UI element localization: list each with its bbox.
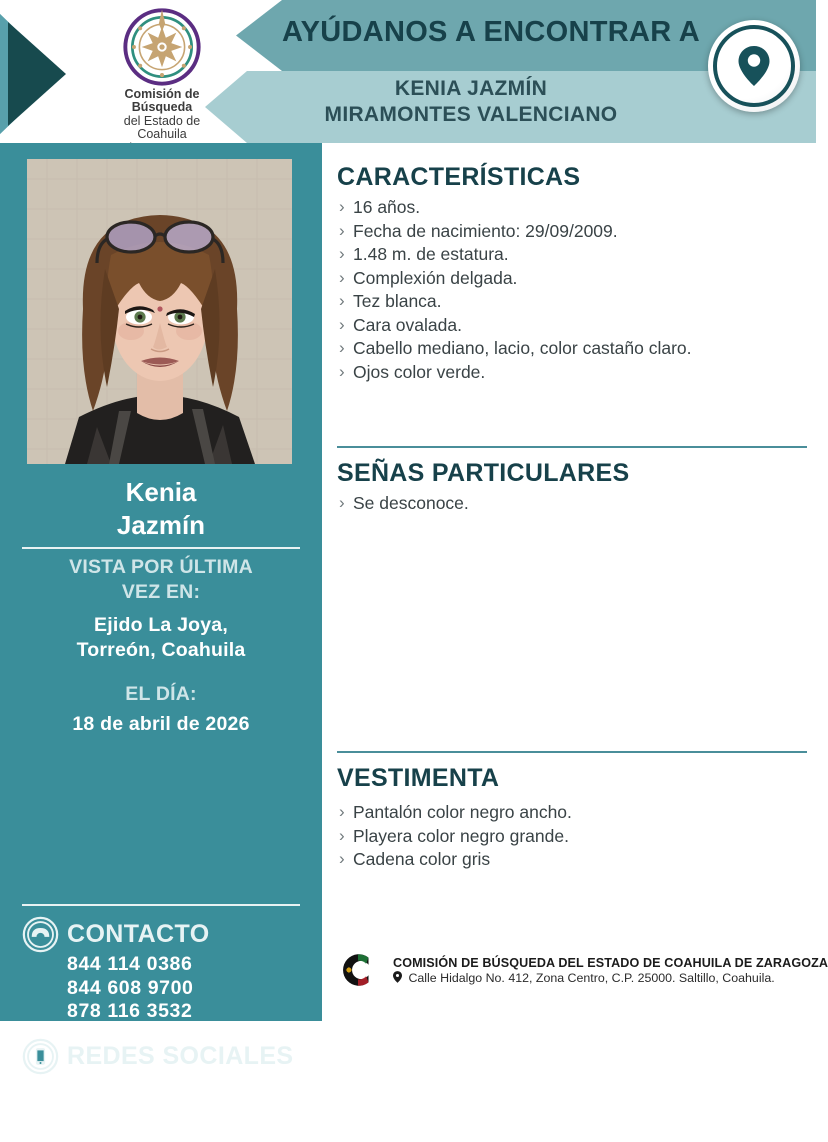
- comision-emblem-icon: [123, 8, 201, 86]
- social-item-x[interactable]: [60, 1120, 312, 1142]
- last-seen-place-line1: Ejido La Joya,: [94, 614, 228, 636]
- facebook-icon: f: [65, 1078, 71, 1095]
- caracteristicas-item: › Ojos color verde.: [337, 361, 807, 385]
- senas-item: › Se desconoce.: [337, 492, 807, 516]
- social-header: [22, 1038, 312, 1075]
- caracteristicas-list: [337, 196, 807, 384]
- person-name-line2: MIRAMONTES VALENCIANO: [324, 103, 618, 126]
- call-to-action-text: AYÚDANOS A ENCONTRAR A: [282, 16, 700, 48]
- contact-block: [22, 916, 312, 1047]
- phone-item[interactable]: 844 114 0386: [67, 953, 193, 975]
- caracteristicas-item: › Cabello mediano, lacio, color castaño claro.: [337, 337, 807, 361]
- contact-header: [22, 916, 312, 953]
- map-pin-icon: [393, 971, 402, 983]
- footer-address-row: [393, 971, 828, 985]
- caracteristicas-title: CARACTERÍSTICAS: [337, 163, 581, 191]
- last-seen-place-line2: Torreón, Coahuila: [76, 639, 246, 661]
- date-value: 18 de abril de 2026: [72, 713, 250, 735]
- poster-footer: [337, 949, 828, 991]
- phone-icon: [22, 916, 59, 953]
- social-title: REDES SOCIALES: [67, 1042, 294, 1070]
- person-name-short-line2: Jazmín: [116, 510, 206, 540]
- vestimenta-item: › Cadena color gris: [337, 848, 807, 872]
- senas-divider: [337, 446, 807, 448]
- person-name-line1: KENIA JAZMÍN: [394, 77, 548, 100]
- section-vestimenta: [337, 751, 807, 872]
- footer-address: Calle Hidalgo No. 412, Zona Centro, C.P. 25000. Saltillo, Coahuila.: [408, 970, 775, 985]
- last-seen-label-line2: VEZ EN:: [121, 581, 201, 603]
- last-seen-date-block: [14, 682, 308, 737]
- caracteristicas-item: › 1.48 m. de estatura.: [337, 243, 807, 267]
- vestimenta-list: [337, 801, 807, 872]
- social-item-instagram[interactable]: [60, 1098, 312, 1120]
- social-item-facebook[interactable]: [60, 1076, 312, 1098]
- date-label: EL DÍA:: [125, 683, 197, 705]
- contact-title: CONTACTO: [67, 920, 210, 948]
- instagram-handle: Comisiondebusqueda: [83, 1100, 233, 1117]
- x-twitter-icon: [60, 1120, 76, 1142]
- social-block: [22, 1038, 312, 1142]
- organization-name-line2: del Estado de Coahuila: [123, 113, 201, 142]
- mobile-phone-icon: [22, 1038, 59, 1075]
- organization-logo-block: [98, 8, 226, 155]
- comision-c-logo-icon: [337, 949, 379, 991]
- x-handle: @cbecoahuila: [83, 1122, 192, 1139]
- section-caracteristicas: [337, 163, 807, 384]
- last-seen-block: [14, 555, 308, 663]
- phone-list: [67, 953, 312, 1047]
- caracteristicas-item: › Tez blanca.: [337, 290, 807, 314]
- missing-person-photo: [27, 159, 292, 464]
- sidebar-divider-bottom: [22, 904, 300, 906]
- pin-ring: [713, 25, 795, 107]
- social-list: [60, 1076, 312, 1142]
- footer-organization: COMISIÓN DE BÚSQUEDA DEL ESTADO DE COAHUILA DE ZARAGOZA: [393, 955, 828, 970]
- caracteristicas-item: › Fecha de nacimiento: 29/09/2009.: [337, 220, 807, 244]
- organization-name-line1: Comisión de Búsqueda: [124, 87, 200, 115]
- footer-text: [393, 956, 828, 985]
- vestimenta-divider: [337, 751, 807, 753]
- vestimenta-item: › Playera color negro grande.: [337, 825, 807, 849]
- caracteristicas-item: › Complexión delgada.: [337, 267, 807, 291]
- instagram-icon: [60, 1098, 76, 1120]
- sidebar-divider-top: [22, 547, 300, 549]
- portrait-illustration: [27, 159, 292, 464]
- phone-item[interactable]: 871 235 7199: [67, 1023, 194, 1046]
- vestimenta-item: › Pantalón color negro ancho.: [337, 801, 807, 825]
- vestimenta-title: VESTIMENTA: [337, 764, 500, 792]
- person-name-heading: [236, 76, 706, 128]
- senas-title: SEÑAS PARTICULARES: [337, 459, 630, 487]
- senas-list: [337, 492, 807, 516]
- phone-item[interactable]: 878 116 3532: [67, 1000, 193, 1022]
- poster-sidebar: [0, 143, 322, 1139]
- poster-header: [0, 0, 816, 143]
- person-name-short-line1: Kenia: [125, 477, 197, 507]
- poster-main: [322, 143, 828, 1021]
- location-pin-badge: [708, 20, 800, 112]
- decorative-chevron-dark: [8, 22, 66, 126]
- section-senas-particulares: [337, 446, 807, 516]
- person-first-names: [10, 476, 312, 542]
- facebook-handle: COMISIONBECOAHUILA: [83, 1078, 281, 1096]
- last-seen-label-line1: VISTA POR ÚLTIMA: [69, 556, 253, 578]
- location-pin-icon: [736, 44, 772, 88]
- phone-item[interactable]: 844 608 9700: [67, 976, 194, 999]
- caracteristicas-item: › Cara ovalada.: [337, 314, 807, 338]
- caracteristicas-item: › 16 años.: [337, 196, 807, 220]
